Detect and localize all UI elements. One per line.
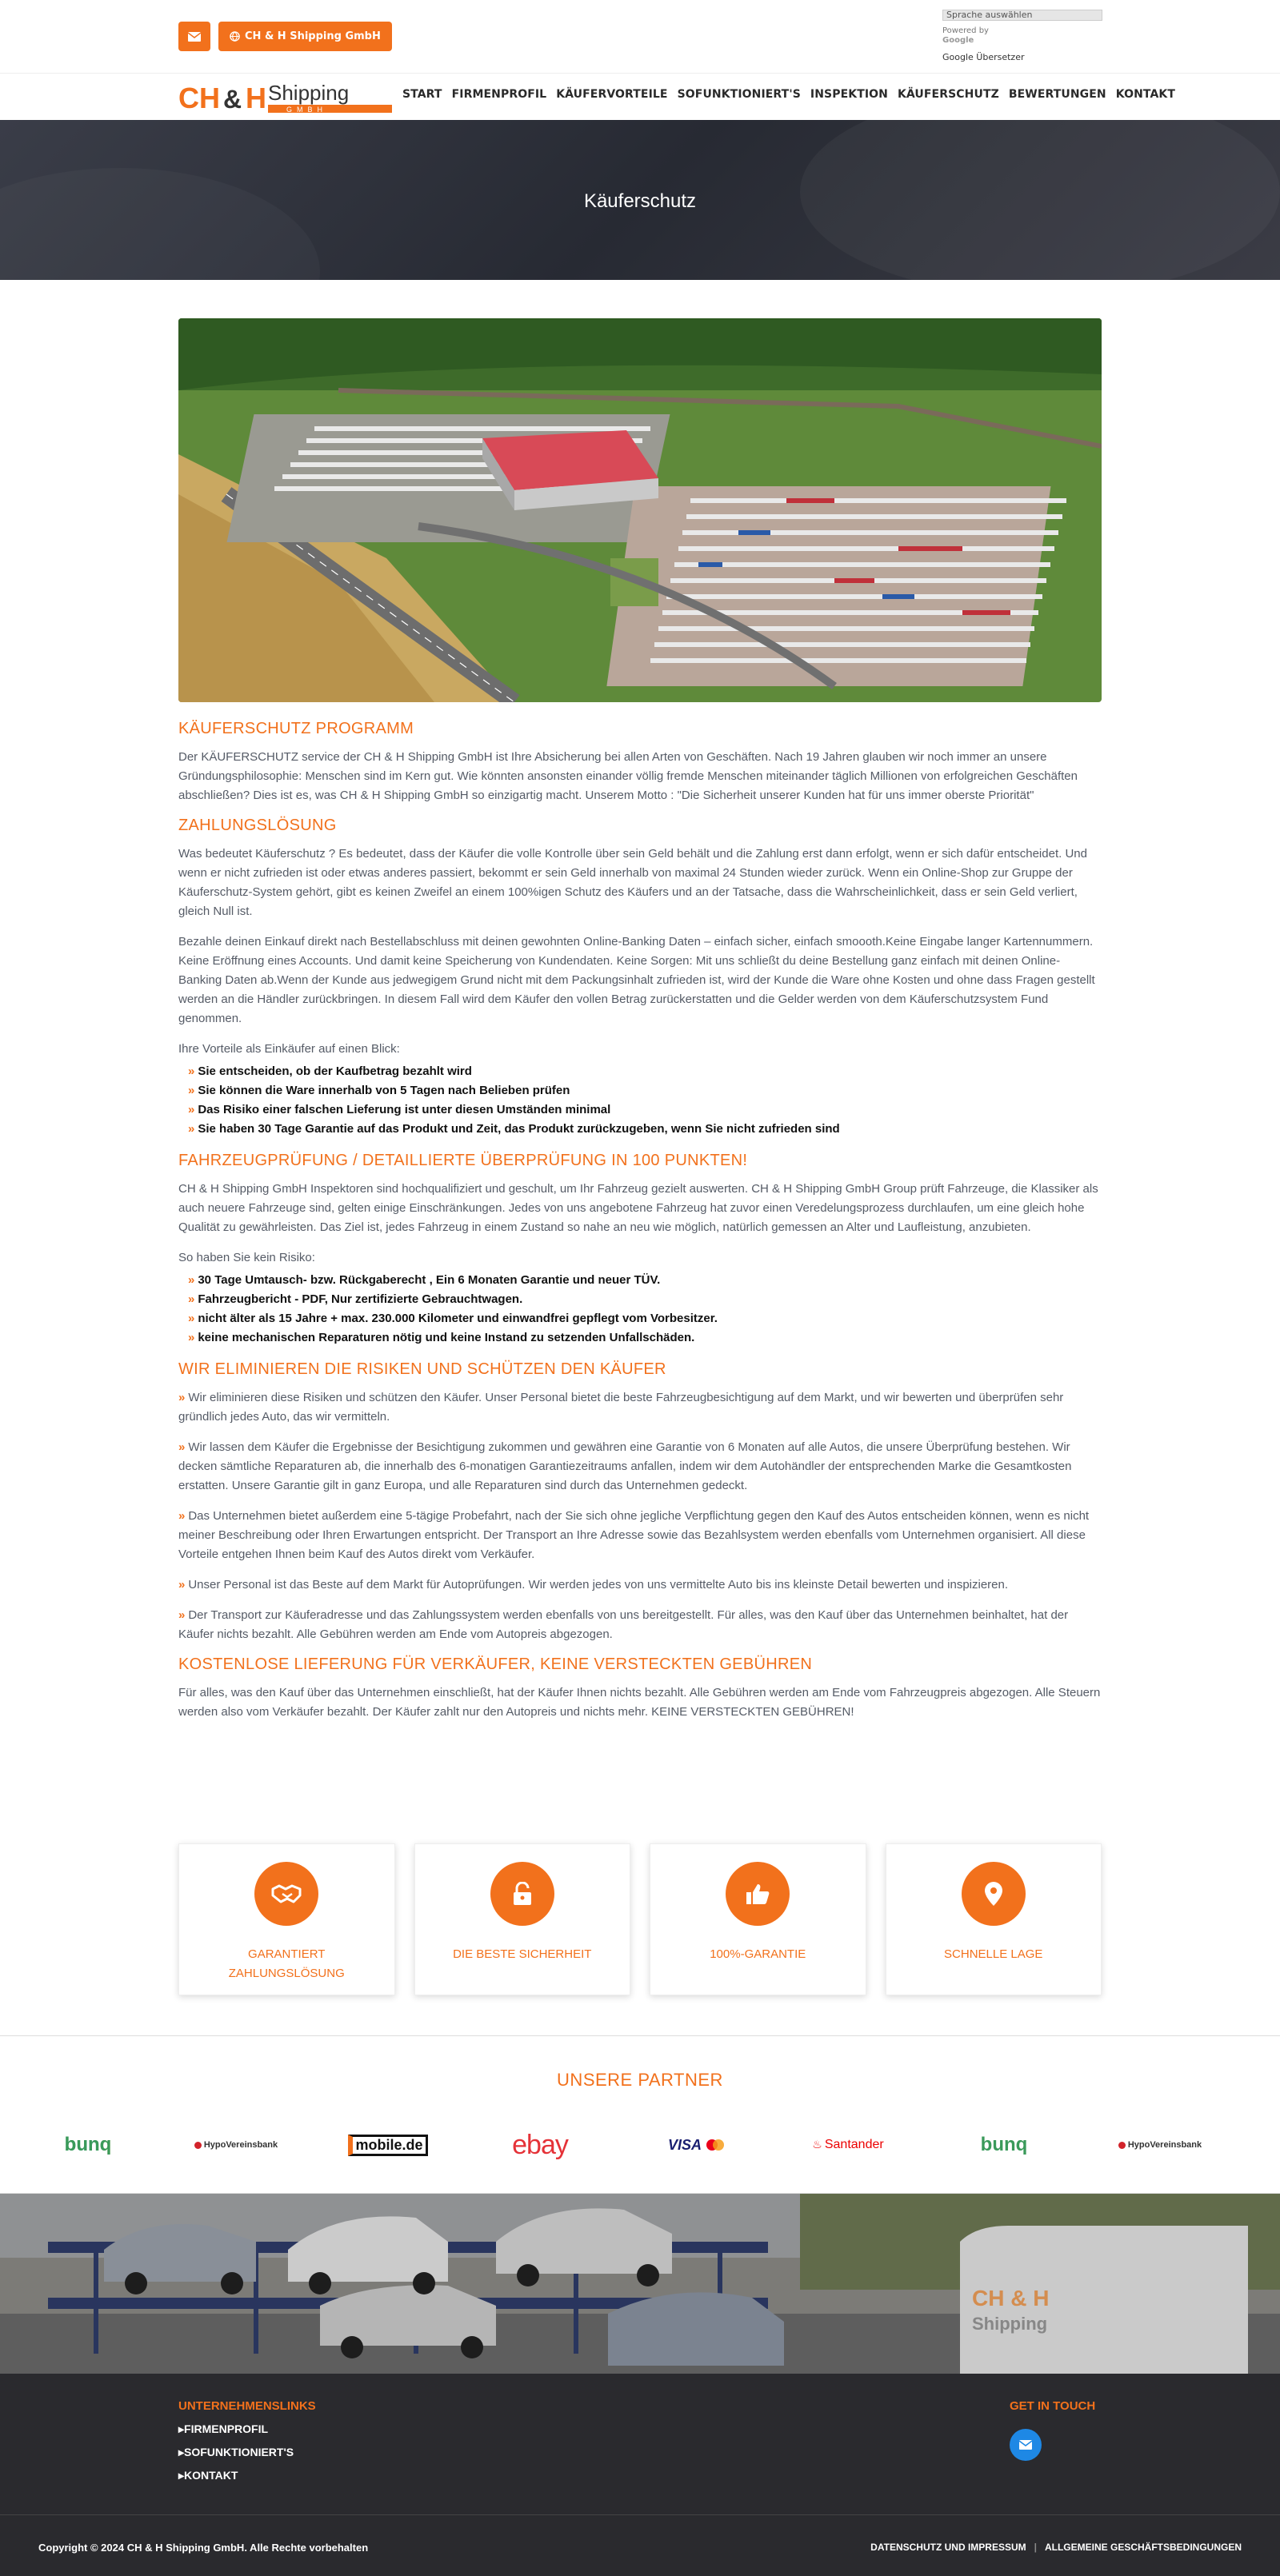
footer-link-sofunktionierts[interactable]: ▸SOFUNKTIONIERT'S	[178, 2446, 294, 2458]
partners-section	[0, 2035, 1280, 2194]
footer-email-button[interactable]	[1010, 2429, 1042, 2461]
google-translate-link[interactable]: Google Übersetzer	[942, 52, 1025, 62]
caret-right-icon: ▸	[178, 2469, 185, 2482]
main-content	[178, 720, 1102, 1733]
feature-card	[414, 1843, 631, 1995]
paragraph: Der KÄUFERSCHUTZ service der CH & H Shipping GmbH ist Ihre Absicherung bei allen Arten von Geschäften. Nach 19 Jahren glauben wir noch immer an unsere Gründungsphilosophie: Menschen sind im Kern gut. Wie könnten ansonsten einander völlig fremde Menschen miteinander täglich Millionen von erfolgreichen Geschäften abschließen? Dies ist es, was CH & H Shipping GmbH so einzigartig macht. Unserem Motto : "Die Sicherheit unserer Kunden hat für uns immer oberste Priorität"	[178, 750, 1078, 802]
list-item: » Sie entscheiden, ob der Kaufbetrag bezahlt wird	[188, 1064, 472, 1078]
double-chevron-icon: »	[178, 1391, 186, 1404]
list-item: » Sie können die Ware innerhalb von 5 Tagen nach Belieben prüfen	[188, 1084, 570, 1097]
envelope-icon	[1019, 2440, 1032, 2450]
feature-label: DIE BESTE SICHERHEIT	[453, 1947, 592, 1961]
paragraph: Bezahle deinen Einkauf direkt nach Bestellabschluss mit deinen gewohnten Online-Banking Daten – einfach sicher, einfach smoooth.Keine Eingabe langer Kartennummern. Keine Eröffnung eines Accounts. Und damit keine Speicherung von Kundendaten. Keine Sorgen: Mit uns schließt du deine Bestellung ganz einfach mit deinen Online-Banking Daten ab.Wenn der Kunde aus jedwegigem Grund nicht mit dem Packungsinhalt zufrieden ist, wird der Kunde die Ware ohne Kosten und ohne dass Fragen gestellt werden an die Händler zurückbringen. In diesem Fall wird dem Käufer den vollen Betrag zurückerstatten und die Gelder werden von dem Käuferschutzsystem Fund genommen.	[178, 935, 1095, 1025]
section-kostenlose-lieferung	[178, 1655, 1102, 1722]
svg-text:CH & H: CH & H	[972, 2286, 1050, 2310]
partner-logo-bunq[interactable]: bunq	[980, 2134, 1028, 2155]
section-fahrzeugpruefung	[178, 1152, 1102, 1348]
terms-link[interactable]: ALLGEMEINE GESCHÄFTSBEDINGUNGEN	[1044, 2542, 1242, 2553]
hero-decoration	[0, 168, 320, 280]
double-chevron-icon: »	[188, 1312, 195, 1325]
paragraph: » Der Transport zur Käuferadresse und das Zahlungssystem werden ebenfalls von uns bereitgestellt. Für alles, was den Kauf über das Unternehmen beinhaltet, hat der Käufer nichts bezahlt. Alle Gebühren werden am Ende vom Autopreis abgezogen.	[178, 1608, 1069, 1641]
list-item: » Fahrzeugbericht - PDF, Nur zertifizierte Gebrauchtwagen.	[188, 1292, 523, 1306]
company-button-label: CH & H Shipping GmbH	[245, 30, 381, 42]
list-item: » Das Risiko einer falschen Lieferung ist unter diesen Umständen minimal	[188, 1103, 611, 1116]
svg-text:CH: CH	[178, 82, 220, 114]
double-chevron-icon: »	[188, 1273, 195, 1287]
legal-links	[870, 2542, 1242, 2553]
double-chevron-icon: »	[188, 1103, 195, 1116]
double-chevron-icon: »	[188, 1122, 195, 1136]
paragraph: » Wir lassen dem Käufer die Ergebnisse der Besichtigung zukommen und gewähren eine Garantie von 6 Monaten auf alle Autos, die unsere Überprüfung bestehen. Wir decken sämtliche Reparaturen ab, die innerhalb des 6-monatigen Garantiezeitraums anfallen, indem wir dem Autohändler der entsprechenden Marke die Gesamtkosten erstatten. Unsere Garantie gilt in ganz Europa, und alle Reparaturen sind durch das Unternehmen gedeckt.	[178, 1440, 1072, 1492]
hvb-mark-icon	[194, 2142, 202, 2149]
double-chevron-icon: »	[178, 1608, 186, 1622]
section-title: ZAHLUNGSLÖSUNG	[178, 817, 337, 834]
thumbs-up-icon	[746, 1883, 770, 1905]
no-risk-list	[178, 1271, 1102, 1348]
double-chevron-icon: »	[188, 1084, 195, 1097]
footer-links	[178, 2399, 316, 2482]
svg-text:&: &	[223, 85, 242, 114]
map-pin-icon	[985, 1882, 1002, 1906]
nav-start[interactable]: START	[402, 88, 442, 101]
section-zahlungsloesung	[178, 817, 1102, 1139]
santander-flame-icon: ♨	[812, 2139, 822, 2151]
paragraph: Für alles, was den Kauf über das Unternehmen einschließt, hat der Käufer Ihnen nichts bezahlt. Alle Gebühren werden am Ende vom Fahrzeugpreis abgezogen. Alle Steuern werden also vom Verkäufer bezahlt. Der Käufer zahlt nur den Autopreis und nichts mehr. KEINE VERSTECKTEN GEBÜHREN!	[178, 1686, 1101, 1719]
powered-by-label: Powered by	[942, 26, 989, 35]
paragraph: » Wir eliminieren diese Risiken und schützen den Käufer. Unser Personal bietet die beste Fahrzeugbesichtigung auf dem Markt, und wir bewerten und überprüfen sehr gründlich jedes Auto, das wir vermitteln.	[178, 1391, 1064, 1424]
footer-contact-title: GET IN TOUCH	[1010, 2399, 1096, 2413]
svg-text:H: H	[246, 82, 266, 114]
double-chevron-icon: »	[188, 1331, 195, 1344]
nav-inspektion[interactable]: INSPEKTION	[810, 88, 888, 101]
list-item: » nicht älter als 15 Jahre + max. 230.000 Kilometer und einwandfrei gepflegt vom Vorbesitzer.	[188, 1312, 718, 1325]
footer-contact	[1010, 2399, 1095, 2461]
handshake-icon	[271, 1883, 302, 1905]
globe-icon	[230, 31, 240, 42]
privacy-link[interactable]: DATENSCHUTZ UND IMPRESSUM	[870, 2542, 1026, 2553]
hvb-mark-icon	[1118, 2142, 1126, 2149]
paragraph: Was bedeutet Käuferschutz ? Es bedeutet, dass der Käufer die volle Kontrolle über sein Geld behält und die Zahlung erst dann erfolgt, wenn er sich dafür entscheidet. Und wenn er nicht zufrieden ist oder etwas anderes passiert, bekommt er sein Geld innerhalb von maximal 24 Stunden wieder zurück. Wenn ein Online-Shop zur Gruppe der Käuferschutz-System gehört, gibt es keinen Zweifel an einem 100%igen Schutz des Käufers und an der Tatsache, dass die Wahrscheinlichkeit, dass er sein Geld verliert, gleich Null ist.	[178, 847, 1087, 918]
footer-link-firmenprofil[interactable]: ▸FIRMENPROFIL	[178, 2422, 269, 2435]
footer-divider	[0, 2514, 1280, 2515]
list-item: » keine mechanischen Reparaturen nötig und keine Instand zu setzenden Unfallschäden.	[188, 1331, 695, 1344]
double-chevron-icon: »	[178, 1440, 186, 1454]
partner-logo-santander[interactable]: ♨ Santander	[812, 2138, 884, 2151]
feature-card	[650, 1843, 866, 1995]
paragraph: Ihre Vorteile als Einkäufer auf einen Blick:	[178, 1042, 400, 1056]
partners-title: UNSERE PARTNER	[557, 2070, 723, 2090]
section-risiken	[178, 1360, 1102, 1644]
feature-icon-circle	[726, 1862, 790, 1926]
nav-kaeufervorteile[interactable]: KÄUFERVORTEILE	[556, 88, 668, 101]
nav-bewertungen[interactable]: BEWERTUNGEN	[1008, 88, 1106, 101]
feature-card	[886, 1843, 1102, 1995]
copyright: Copyright © 2024 CH & H Shipping GmbH. Alle Rechte vorbehalten	[38, 2542, 369, 2554]
footer-links-title: UNTERNEHMENSLINKS	[178, 2399, 316, 2413]
partner-logo-bunq[interactable]: bunq	[64, 2134, 112, 2155]
double-chevron-icon: »	[178, 1509, 186, 1523]
list-item: » Sie haben 30 Tage Garantie auf das Produkt und Zeit, das Produkt zurückzugeben, wenn Sie nicht zufrieden sind	[188, 1122, 840, 1136]
feature-label: GARANTIERT ZAHLUNGSLÖSUNG	[228, 1947, 345, 1980]
partner-logo-ebay[interactable]: ebay	[512, 2129, 568, 2160]
svg-text:GMBH: GMBH	[286, 106, 327, 114]
partner-logo-hypovereinsbank[interactable]: HypoVereinsbank	[188, 2131, 284, 2159]
envelope-icon	[188, 32, 201, 42]
nav-sofunktionierts[interactable]: SOFUNKTIONIERT'S	[677, 88, 801, 101]
email-button[interactable]	[178, 22, 210, 51]
section-title: KOSTENLOSE LIEFERUNG FÜR VERKÄUFER, KEINE VERSTECKTEN GEBÜHREN	[178, 1655, 813, 1673]
section-title: KÄUFERSCHUTZ PROGRAMM	[178, 720, 414, 737]
divider: |	[1034, 2542, 1037, 2553]
caret-right-icon: ▸	[178, 2446, 185, 2458]
paragraph: » Das Unternehmen bietet außerdem eine 5-tägige Probefahrt, nach der Sie sich ohne jegliche Verpflichtung gegen den Kauf des Autos entscheiden können, wenn es nicht meiner Beschreibung oder Ihren Erwartungen entspricht. Der Transport an Ihre Adresse sowie das Bezahlsystem werden ebenfalls vom Unternehmen organisiert. All diese Vorteile entgehen Ihnen beim Kauf des Autos direkt vom Verkäufer.	[178, 1509, 1090, 1561]
main-nav	[398, 88, 1180, 101]
paragraph: CH & H Shipping GmbH Inspektoren sind hochqualifiziert und geschult, um Ihr Fahrzeug gezielt auswerten. CH & H Shipping GmbH Group prüft Fahrzeuge, die Klassiker als auch neuere Fahrzeuge sind, gelten einige Einschränkungen. Jedes von uns angebotene Fahrzeug hat zuvor einen Veredelungsprozess durchlaufen, um eine gleich hohe Qualität zu gewährleisten. Das Ziel ist, jedes Fahrzeug in einem Zustand so nahe an neu wie möglich, natürlich gemessen an Alter und Laufleistung, anzubieten.	[178, 1182, 1098, 1234]
section-kaeuferschutz	[178, 720, 1102, 805]
feature-cards	[178, 1843, 1102, 1995]
feature-icon-circle	[254, 1862, 318, 1926]
paragraph: So haben Sie kein Risiko:	[178, 1251, 315, 1264]
feature-label: SCHNELLE LAGE	[944, 1947, 1043, 1961]
partner-logo-mobile-de[interactable]: mobile.de	[348, 2131, 428, 2159]
partner-logo-visa-mastercard[interactable]: VISA	[652, 2131, 740, 2159]
list-item: » 30 Tage Umtausch- bzw. Rückgaberecht , Ein 6 Monaten Garantie und neuer TÜV.	[188, 1273, 661, 1287]
footer-link-kontakt[interactable]: ▸KONTAKT	[178, 2469, 238, 2482]
svg-text:Shipping: Shipping	[268, 81, 350, 105]
unlock-icon	[512, 1882, 533, 1906]
nav-kontakt[interactable]: KONTAKT	[1115, 88, 1175, 101]
top-bar	[0, 0, 1280, 74]
site-footer	[0, 2374, 1280, 2576]
svg-text:Shipping: Shipping	[972, 2314, 1048, 2334]
google-label: Google	[942, 36, 974, 45]
partner-logo-hypovereinsbank[interactable]: HypoVereinsbank	[1112, 2131, 1208, 2159]
feature-icon-circle	[490, 1862, 554, 1926]
double-chevron-icon: »	[188, 1292, 195, 1306]
double-chevron-icon: »	[178, 1578, 186, 1592]
mastercard-icon	[706, 2139, 724, 2151]
nav-kaeuferschutz[interactable]: KÄUFERSCHUTZ	[897, 88, 999, 101]
car-transporter-image	[0, 2194, 1280, 2374]
caret-right-icon: ▸	[178, 2422, 185, 2435]
section-title: FAHRZEUGPRÜFUNG / DETAILLIERTE ÜBERPRÜFUNG IN 100 PUNKTEN!	[178, 1152, 748, 1169]
page-hero	[0, 120, 1280, 280]
aerial-car-lot-image	[178, 318, 1102, 702]
page-title: Käuferschutz	[583, 190, 697, 212]
language-select[interactable]: Sprache auswählen	[942, 10, 1102, 21]
powered-by	[942, 26, 989, 46]
company-button[interactable]	[218, 22, 392, 51]
feature-icon-circle	[962, 1862, 1026, 1926]
feature-label: 100%-GARANTIE	[710, 1947, 806, 1961]
double-chevron-icon: »	[188, 1064, 195, 1078]
section-title: WIR ELIMINIEREN DIE RISIKEN UND SCHÜTZEN DEN KÄUFER	[178, 1360, 666, 1378]
company-logo[interactable]	[178, 79, 394, 118]
nav-firmenprofil[interactable]: FIRMENPROFIL	[451, 88, 547, 101]
benefits-list	[178, 1062, 1102, 1139]
paragraph: » Unser Personal ist das Beste auf dem Markt für Autoprüfungen. Wir werden jedes von uns vermittelte Auto bis ins kleinste Detail bewerten und inspizieren.	[178, 1578, 1009, 1592]
main-navbar	[0, 74, 1280, 120]
feature-card	[178, 1843, 395, 1995]
